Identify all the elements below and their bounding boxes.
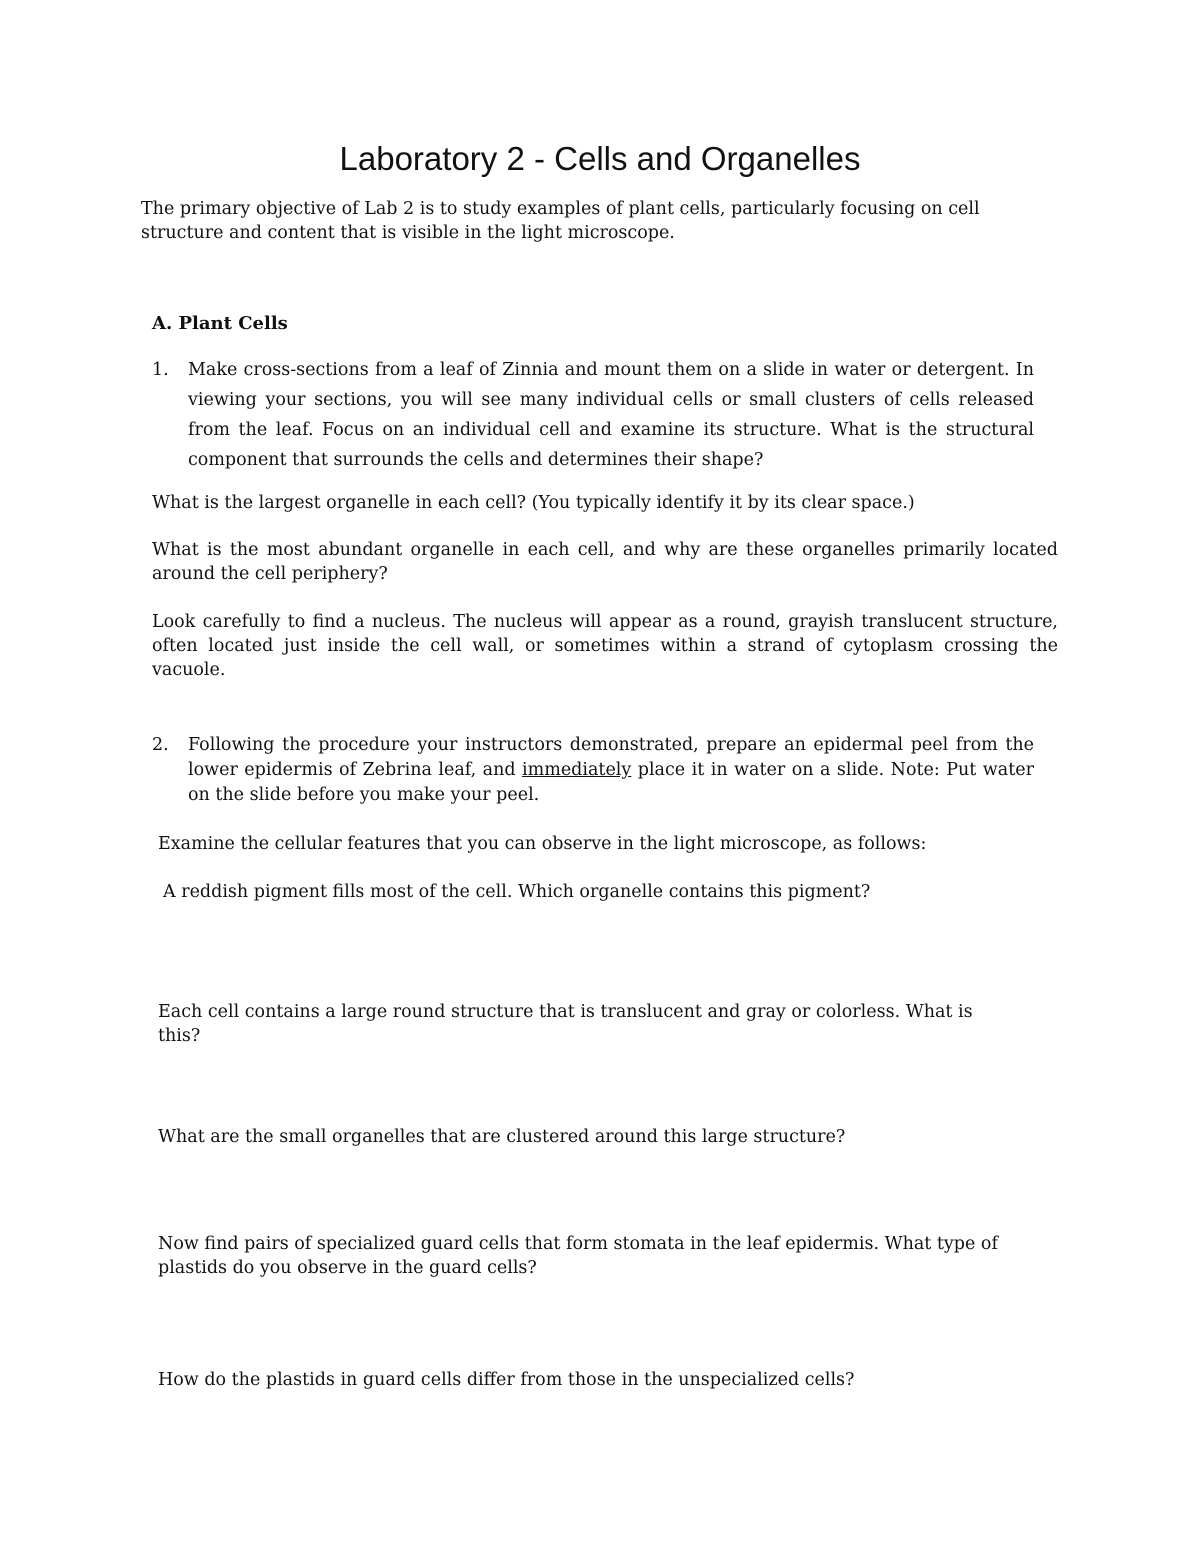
question-pigment: A reddish pigment fills most of the cell. Which organelle contains this pigment? (163, 882, 871, 902)
list-item-text-part: place it in water on a slide. Note: Put water on the slide before you make your peel. (188, 760, 1034, 805)
list-item-text: Make cross-sections from a leaf of Zinnia and mount them on a slide in water or detergent. In viewing your sections, you will see many individual cells or small clusters of cells released from the leaf. Focus on an individual cell and examine its structure. What is the structural component that surrounds the cells and determines their shape? (188, 360, 1034, 470)
section-heading-plant-cells: A. Plant Cells (152, 313, 288, 334)
question-small-organelles: What are the small organelles that are clustered around this large structure? (158, 1127, 846, 1147)
examine-intro: Examine the cellular features that you can observe in the light microscope, as follows: (158, 834, 927, 854)
page-title: Laboratory 2 - Cells and Organelles (339, 140, 861, 177)
question-largest-organelle: What is the largest organelle in each cell? (You typically identify it by its clear space.) (152, 493, 915, 513)
intro-paragraph: The primary objective of Lab 2 is to study examples of plant cells, particularly focusing on cell structure and content that is visible in the light microscope. (141, 199, 980, 243)
question-guard-cells: Now find pairs of specialized guard cells that form stomata in the leaf epidermis. What type of plastids do you observe in the guard cells? (158, 1234, 998, 1278)
underlined-word: immediately (522, 760, 632, 780)
nucleus-paragraph: Look carefully to find a nucleus. The nucleus will appear as a round, grayish translucent structure, often located just inside the cell wall, or sometimes within a strand of cytoplasm crossing the vacuole. (152, 612, 1058, 680)
question-plastids-differ: How do the plastids in guard cells differ from those in the unspecialized cells? (158, 1370, 855, 1390)
list-item-text (188, 733, 1034, 808)
list-number: 2. (152, 735, 169, 755)
list-item-1 (152, 355, 1034, 475)
list-item-text-part: Following the procedure your instructors demonstrated, prepare an epidermal peel from the lower epidermis of Zebrina leaf, and (188, 735, 1034, 780)
question-abundant-organelle: What is the most abundant organelle in each cell, and why are these organelles primarily located around the cell periphery? (152, 540, 1058, 584)
list-item-2 (152, 733, 1034, 808)
question-round-structure: Each cell contains a large round structure that is translucent and gray or colorless. What is this? (158, 1002, 973, 1046)
list-number: 1. (152, 360, 169, 380)
